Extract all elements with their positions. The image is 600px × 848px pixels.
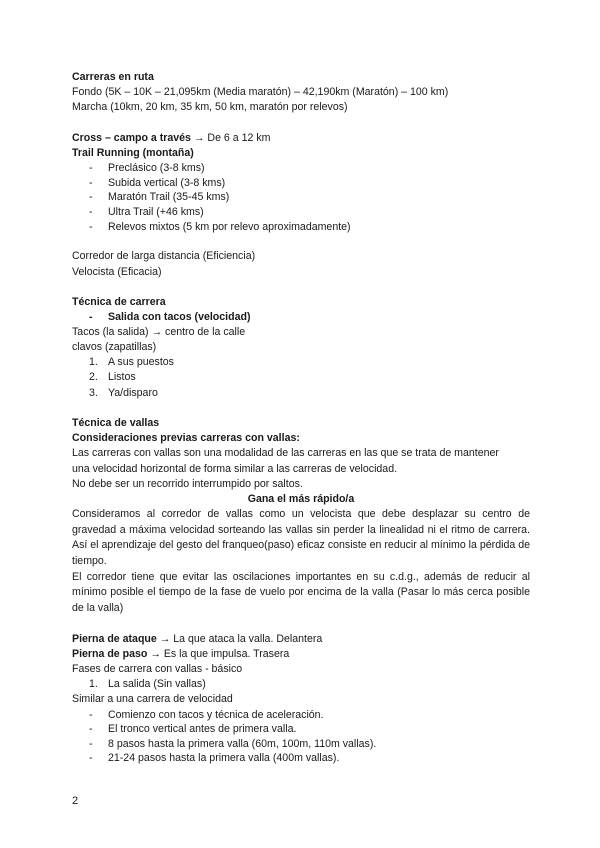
heading-paso: Pierna de paso [72, 647, 148, 660]
text-similar: Similar a una carrera de velocidad [72, 693, 233, 706]
heading-gana: Gana el más rápido/a [247, 492, 355, 505]
text-ataque: → La que ataca la valla. Delantera [156, 632, 323, 645]
list-item: - Ultra Trail (+46 kms) [89, 205, 204, 218]
heading-trail: Trail Running (montaña) [72, 147, 194, 159]
text-vallas-1: Las carreras con vallas son una modalidad de las carreras en las que se trata de mantener [72, 447, 499, 460]
text-cross-distance: → De 6 a 12 km [190, 131, 271, 144]
text-paso: → Es la que impulsa. Trasera [147, 647, 290, 660]
text-fondo: Fondo (5K – 10K – 21,095km (Media maratón) – 42,190km (Maratón) – 100 km) [72, 86, 449, 99]
numbered-item: 1. A sus puestos [89, 356, 174, 369]
paragraph-consideramos: Consideramos al corredor de vallas como un velocista que debe desplazar su centro de gravedad a máxima velocidad sorteando las vallas sin perder la linealidad ni el ritmo de carrera. Así el aprendizaje del gesto del franqueo(paso) eficaz consiste en reducir al mínimo la pérdida de tiempo. [72, 508, 530, 567]
heading-carreras-ruta: Carreras en ruta [72, 71, 154, 83]
list-item: - Subida vertical (3-8 kms) [89, 176, 226, 189]
list-item-salida: - Salida con tacos (velocidad) [89, 311, 251, 324]
list-item: - Maratón Trail (35-45 kms) [89, 191, 230, 204]
text-tacos: Tacos (la salida) → centro de la calle [72, 325, 246, 338]
heading-cross: Cross – campo a través [72, 131, 191, 144]
text-vallas-2: una velocidad horizontal de forma similar a las carreras de velocidad. [72, 462, 398, 475]
list-item: - 8 pasos hasta la primera valla (60m, 100m, 110m vallas). [89, 737, 377, 750]
list-item: - 21-24 pasos hasta la primera valla (400m vallas). [89, 752, 340, 765]
list-item: - Relevos mixtos (5 km por relevo aproximadamente) [89, 220, 351, 233]
page-number: 2 [72, 795, 79, 807]
document-body [72, 70, 530, 766]
text-vallas-3: No debe ser un recorrido interrumpido por saltos. [72, 477, 303, 490]
line-ataque [72, 632, 530, 647]
numbered-item: 2. Listos [89, 371, 136, 384]
heading-consideraciones: Consideraciones previas carreras con vallas: [72, 432, 300, 445]
text-corredor: Corredor de larga distancia (Eficiencia) [72, 250, 256, 263]
list-item: - Comienzo con tacos y técnica de aceleración. [89, 708, 324, 721]
list-item: - Preclásico (3-8 kms) [89, 162, 205, 175]
numbered-item: 3. Ya/disparo [89, 386, 158, 399]
paragraph-oscilaciones: El corredor tiene que evitar las oscilaciones importantes en su c.d.g., además de reducir al mínimo posible el tiempo de la fase de vuelo por encima de la valla (Pasar lo más cerca posible de la valla) [72, 570, 530, 614]
list-item: - El tronco vertical antes de primera valla. [89, 723, 297, 736]
line-cross [72, 131, 530, 146]
heading-ataque: Pierna de ataque [72, 632, 157, 645]
line-paso [72, 647, 530, 662]
text-velocista: Velocista (Eficacia) [72, 265, 162, 278]
numbered-item: 1. La salida (Sin vallas) [89, 678, 206, 691]
heading-tecnica-carrera: Técnica de carrera [72, 295, 166, 308]
heading-tecnica-vallas: Técnica de vallas [72, 416, 160, 429]
text-marcha: Marcha (10km, 20 km, 35 km, 50 km, maratón por relevos) [72, 101, 348, 114]
text-fases: Fases de carrera con vallas - básico [72, 662, 243, 675]
text-clavos: clavos (zapatillas) [72, 340, 157, 353]
